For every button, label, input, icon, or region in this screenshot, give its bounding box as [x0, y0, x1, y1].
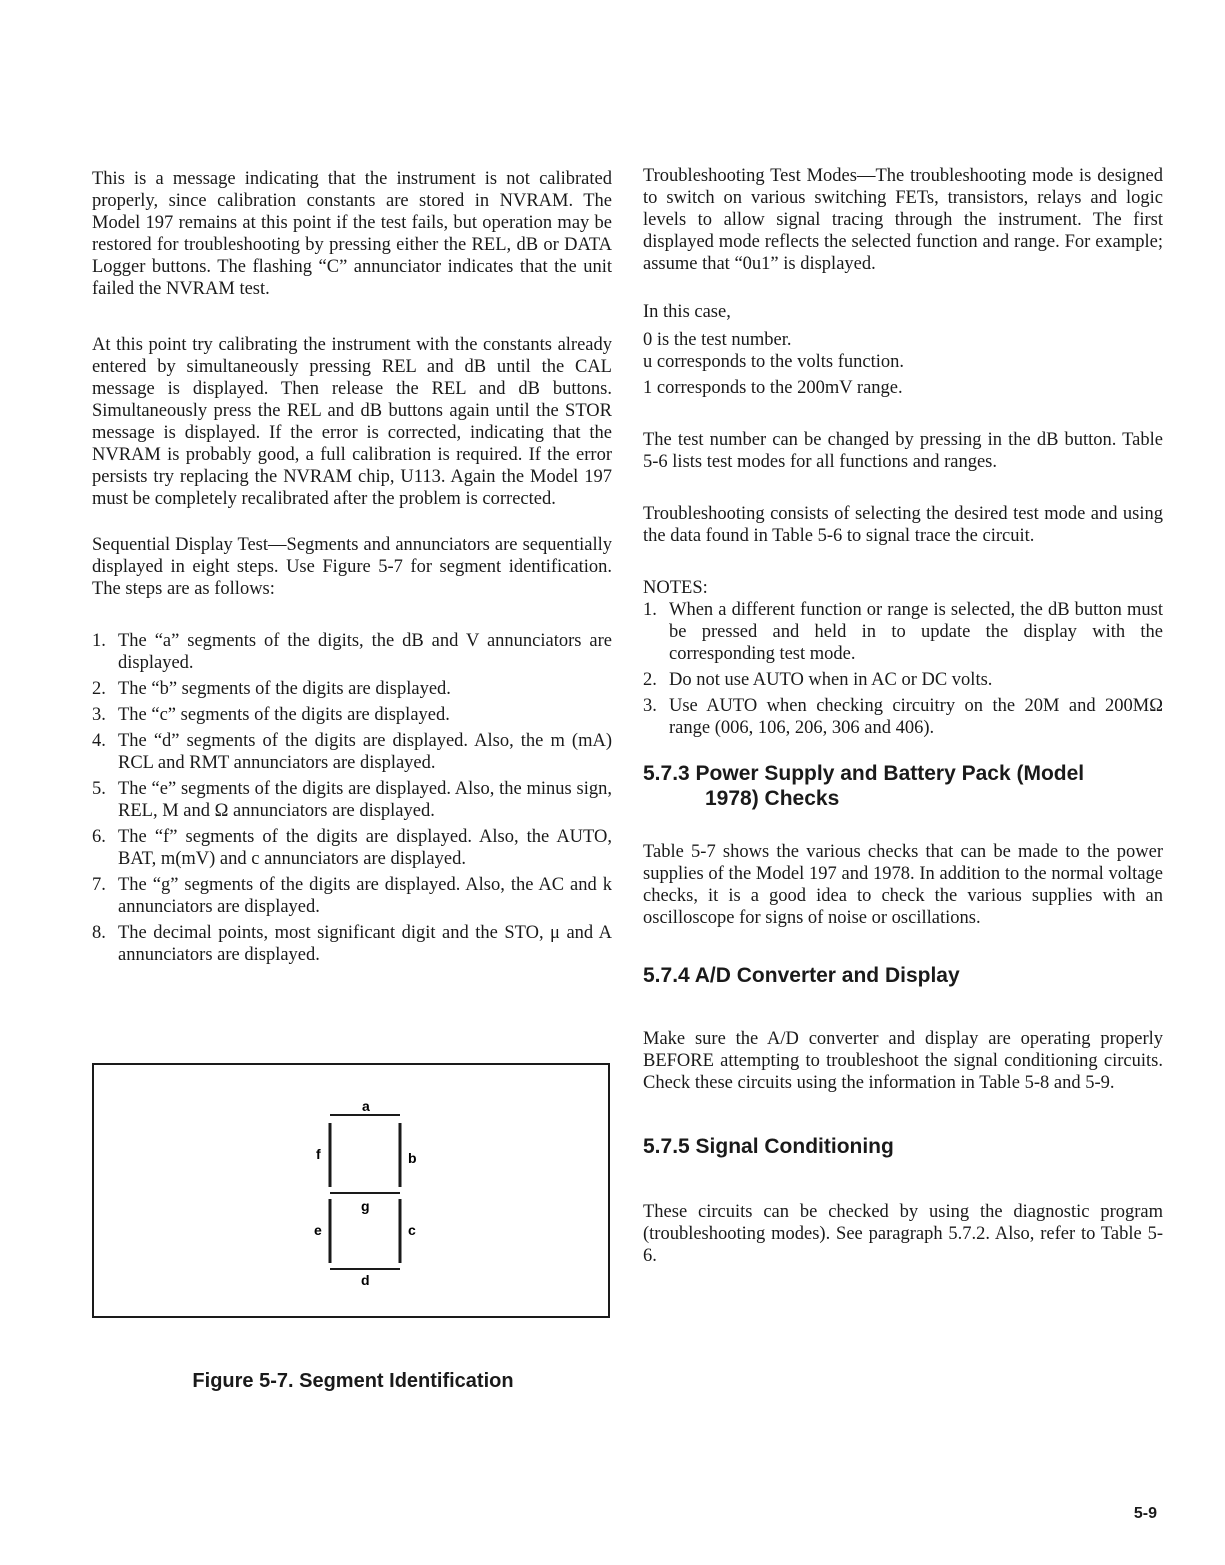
section-5-7-3-heading: 5.7.3 Power Supply and Battery Pack (Model 1978) Checks	[643, 762, 1085, 810]
display-steps-list	[92, 630, 612, 966]
explanation-line: u corresponds to the volts function.	[643, 352, 905, 372]
list-item: 3. Use AUTO when checking circuitry on the 20M and 200MΩ range (006, 106, 206, 306 and 406).	[643, 696, 1163, 738]
section-5-7-5-heading: 5.7.5 Signal Conditioning	[643, 1135, 894, 1158]
explanation-line: 0 is the test number.	[643, 330, 792, 350]
sequential-display-paragraph: Sequential Display Test—Segments and annunciators are sequentially displayed in eight steps. Use Figure 5-7 for segment identification. The steps are as follows:	[92, 535, 612, 599]
explanation-line: 1 corresponds to the 200mV range.	[643, 378, 903, 398]
test-number-paragraph: The test number can be changed by pressing in the dB button. Table 5-6 lists test modes for all functions and ranges.	[643, 430, 1163, 472]
list-item: 3. The “c” segments of the digits are displayed.	[92, 705, 450, 725]
test-modes-paragraph: Troubleshooting Test Modes—The troubleshooting mode is designed to switch on various switching FETs, transistors, relays and logic levels to allow signal tracing through the instrument. The first displayed mode reflects the selected function and range. For example; assume that “0u1” is displayed.	[643, 166, 1163, 274]
list-item: 4. The “d” segments of the digits are displayed. Also, the m (mA) RCL and RMT annunciators are displayed.	[92, 731, 612, 773]
calibration-paragraph: At this point try calibrating the instrument with the constants already entered by simultaneously pressing REL and dB until the CAL message is displayed. Then release the REL and dB buttons. Simultaneously press the REL and dB buttons again until the STOR message is displayed. If the error is corrected, indicating that the NVRAM is probably good, a full calibration is required. If the error persists try replacing the NVRAM chip, U113. Again the Model 197 must be completely recalibrated after the problem is corrected.	[92, 335, 612, 509]
notes-list	[643, 599, 1163, 739]
segment-c-label: c	[408, 1222, 416, 1238]
segment-d-label: d	[361, 1272, 370, 1288]
section-5-7-5-body: These circuits can be checked by using the diagnostic program (troubleshooting modes). See paragraph 5.7.2. Also, refer to Table 5-6.	[643, 1202, 1163, 1266]
section-5-7-4-body: Make sure the A/D converter and display are operating properly BEFORE attempting to troubleshoot the signal conditioning circuits. Check these circuits using the information in Table 5-8 and 5-9.	[643, 1029, 1163, 1093]
nvram-message-paragraph: This is a message indicating that the instrument is not calibrated properly, since calibration constants are stored in NVRAM. The Model 197 remains at this point if the test fails, but operation may be restored for troubleshooting by pressing either the REL, dB or DATA Logger buttons. The flashing “C” annunciator indicates that the unit failed the NVRAM test.	[92, 169, 612, 299]
notes-title: NOTES:	[643, 578, 708, 598]
page-number: 5-9	[1133, 1505, 1157, 1522]
list-item: 5. The “e” segments of the digits are displayed. Also, the minus sign, REL, M and Ω annunciators are displayed.	[92, 779, 612, 821]
explanation-line: In this case,	[643, 302, 731, 322]
list-item: 6. The “f” segments of the digits are displayed. Also, the AUTO, BAT, m(mV) and c annunciators are displayed.	[92, 827, 612, 869]
section-5-7-3-body: Table 5-7 shows the various checks that can be made to the power supplies of the Model 197 and 1978. In addition to the normal voltage checks, it is a good idea to check the various supplies with an oscilloscope for signs of noise or oscillations.	[643, 842, 1163, 928]
list-item: 1. The “a” segments of the digits, the dB and V annunciators are displayed.	[92, 631, 612, 673]
segment-g-label: g	[361, 1198, 370, 1214]
left-column	[92, 168, 612, 970]
seven-segment-diagram	[94, 1065, 608, 1316]
list-item: 2. Do not use AUTO when in AC or DC volts.	[643, 670, 993, 690]
section-5-7-4-heading: 5.7.4 A/D Converter and Display	[643, 964, 960, 987]
test-number-explanation	[643, 301, 1163, 399]
right-column	[643, 165, 1163, 1267]
list-item: 2. The “b” segments of the digits are displayed.	[92, 679, 451, 699]
segment-f-label: f	[316, 1146, 321, 1162]
segment-figure	[92, 1063, 610, 1318]
list-item: 7. The “g” segments of the digits are displayed. Also, the AC and k annunciators are displayed.	[92, 875, 612, 917]
segment-a-label: a	[362, 1098, 370, 1114]
segment-b-label: b	[408, 1150, 417, 1166]
segment-e-label: e	[314, 1222, 322, 1238]
figure-caption: Figure 5-7. Segment Identification	[192, 1370, 514, 1392]
troubleshooting-paragraph: Troubleshooting consists of selecting the desired test mode and using the data found in Table 5-6 to signal trace the circuit.	[643, 504, 1163, 546]
list-item: 8. The decimal points, most significant digit and the STO, μ and A annunciators are displayed.	[92, 923, 612, 965]
list-item: 1. When a different function or range is selected, the dB button must be pressed and held in to update the display with the corresponding test mode.	[643, 600, 1163, 664]
